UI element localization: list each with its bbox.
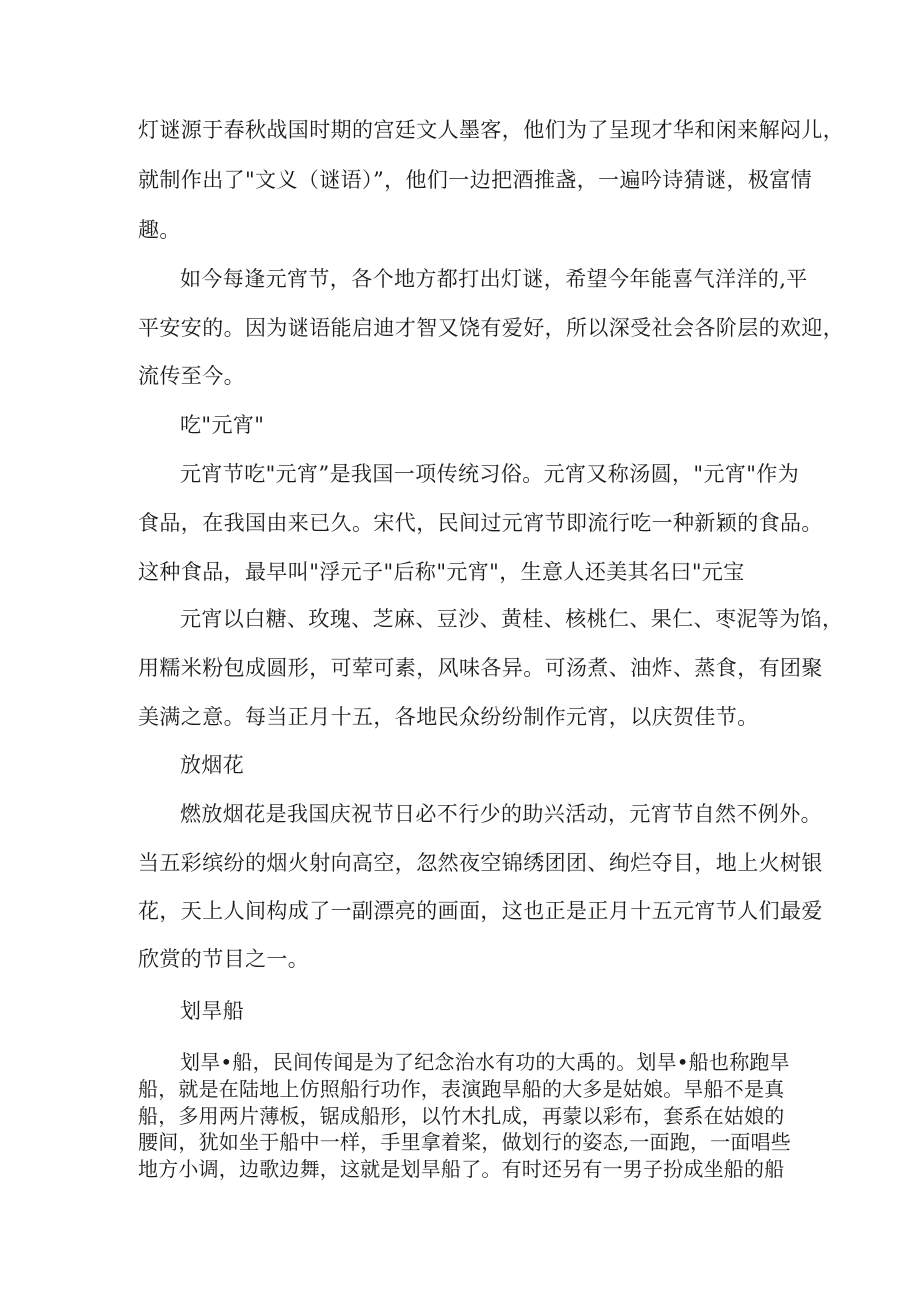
text-line: 腰间，犹如坐于船中一样，手里拿着桨，做划行的姿态,一面跑，一面唱些: [138, 1130, 791, 1154]
text-line: 划旱•船，民间传闻是为了纪念治水有功的大禹的。划旱•船也称跑旱: [180, 1050, 790, 1074]
text-line: 灯谜源于春秋战国时期的宫廷文人墨客，他们为了呈现才华和闲来解闷儿，: [138, 118, 845, 142]
section-heading-land-boat: 划旱船: [180, 999, 245, 1023]
text-line: 美满之意。每当正月十五，各地民众纷纷制作元宵，以庆贺佳节。: [138, 705, 759, 729]
text-line: 就制作出了"文义（谜语）”，他们一边把酒推盏，一遍吟诗猜谜，极富情: [138, 168, 813, 192]
text-line: 船，多用两片薄板，锯成船形，以竹木扎成，再蒙以彩布，套系在姑娘的: [138, 1104, 785, 1128]
section-heading-eat-yuanxiao: 吃"元宵": [180, 413, 265, 437]
text-line: 这种食品，最早叫"浮元子"后称"元宵"，生意人还美其名曰"元宝: [138, 560, 745, 584]
text-line: 当五彩缤纷的烟火射向高空，忽然夜空锦绣团团、绚烂夺目，地上火树银: [138, 851, 823, 875]
text-line: 平安安的。因为谜语能启迪才智又饶有爱好，所以深受社会各阶层的欢迎，: [138, 316, 845, 340]
text-line: 花，天上人间构成了一副漂亮的画面，这也正是正月十五元宵节人们最爱: [138, 899, 823, 923]
text-line: 船，就是在陆地上仿照船行功作，表演跑旱船的大多是姑娘。旱船不是真: [138, 1077, 785, 1101]
text-line: 元宵以白糖、玫瑰、芝麻、豆沙、黄桂、核桃仁、果仁、枣泥等为馅，: [180, 607, 844, 631]
text-line: 用糯米粉包成圆形，可荤可素，风味各异。可汤煮、油炸、蒸食，有团聚: [138, 656, 823, 680]
text-line: 流传至今。: [138, 364, 245, 388]
text-line: 元宵节吃"元宵”是我国一项传统习俗。元宵又称汤圆，"元宵"作为: [180, 462, 800, 486]
text-line: 燃放烟花是我国庆祝节日必不行少的助兴活动，元宵节自然不例外。: [180, 802, 822, 826]
text-line: 如今每逢元宵节，各个地方都打出灯谜，希望今年能喜气洋洋的,平: [180, 267, 808, 291]
text-line: 趣。: [138, 218, 181, 242]
text-line: 地方小调，边歌边舞，这就是划旱船了。有时还另有一男子扮成坐船的船: [138, 1157, 785, 1181]
section-heading-fireworks: 放烟花: [180, 753, 245, 777]
text-line: 欣赏的节目之一。: [138, 947, 310, 971]
text-line: 食品，在我国由来已久。宋代，民间过元宵节即流行吃一种新颖的食品。: [138, 511, 823, 535]
